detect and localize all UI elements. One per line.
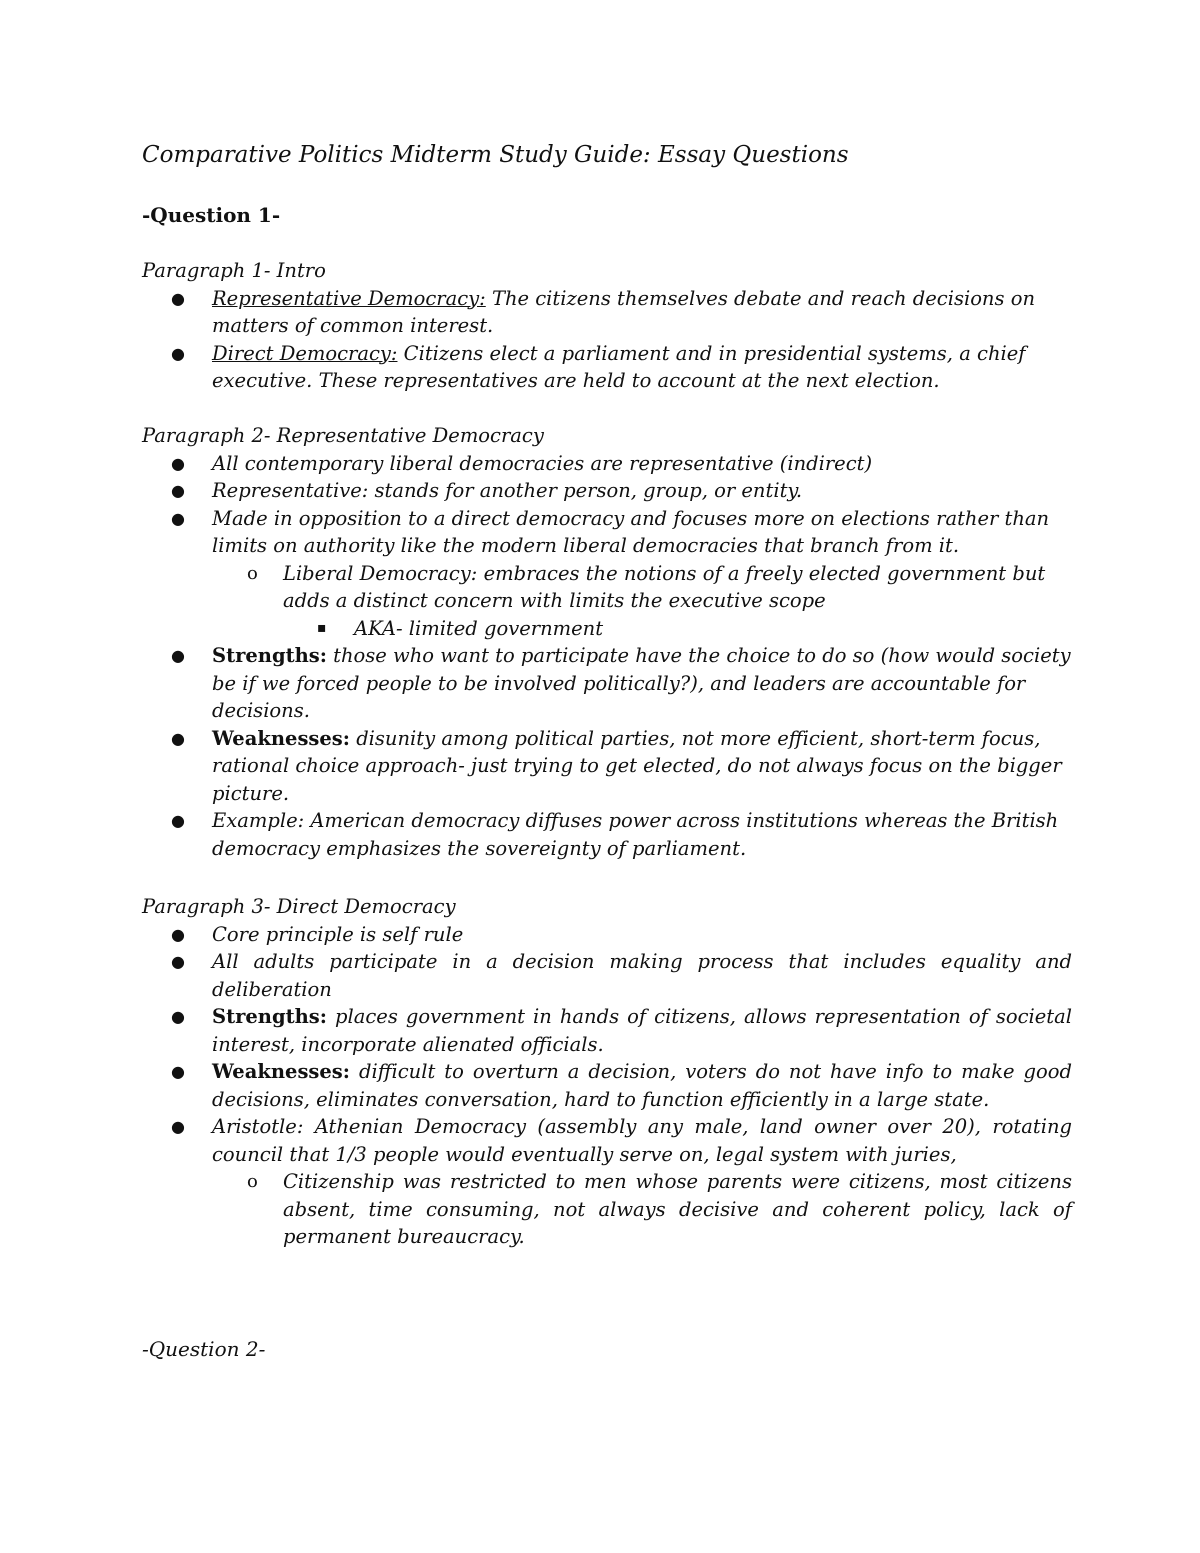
weaknesses-label: Weaknesses: <box>212 726 350 750</box>
item-text: Citizens elect a parliament and in presidential systems, a chief executive. These representatives are held to account at the next election. <box>212 341 1026 392</box>
term-label: Direct Democracy: <box>212 341 398 365</box>
weaknesses-label: Weaknesses: <box>212 1060 350 1083</box>
list-item <box>142 477 1072 505</box>
paragraph-2-section <box>142 422 1072 862</box>
list-item <box>142 505 1072 560</box>
list-item <box>142 807 1072 862</box>
bullet-icon: ● <box>171 288 185 308</box>
item-text: those who want to participate have the choice to do so (how would society be if we forced people to be involved politically?), and leaders are accountable for decisions. <box>212 644 1071 722</box>
question-1-heading: -Question 1- <box>142 203 281 227</box>
list-item <box>142 450 1072 478</box>
bullet-icon: ● <box>171 952 185 971</box>
bullet-icon: ● <box>171 1007 185 1026</box>
bullet-icon: ● <box>171 1062 185 1081</box>
item-text: Liberal Democracy: embraces the notions of a freely elected government but adds a distinct concern with limits the executive scope <box>283 561 1046 612</box>
item-text: AKA- limited government <box>354 616 604 640</box>
bullet-icon: ● <box>171 508 185 528</box>
list-item <box>142 725 1072 808</box>
item-text: Representative: stands for another person, group, or entity. <box>212 479 803 502</box>
item-text: Aristotle: Athenian Democracy (assembly any male, land owner over 20), rotating council that 1/3 people would eventually serve on, legal system with juries, <box>212 1115 1072 1166</box>
circle-bullet-icon: o <box>247 1171 258 1192</box>
item-text: Made in opposition to a direct democracy and focuses more on elections rather than limits on authority like the modern liberal democracies that branch from it. <box>212 506 1050 557</box>
item-text: Core principle is self rule <box>212 922 464 946</box>
strengths-label: Strengths: <box>212 644 327 667</box>
item-text: disunity among political parties, not more efficient, short-term focus, rational choice approach- just trying to get elected, do not always focus on the bigger picture. <box>212 726 1062 805</box>
strengths-label: Strengths: <box>212 1005 327 1028</box>
bullet-icon: ● <box>171 728 185 748</box>
list-item <box>142 1058 1072 1113</box>
sub-sub-list-item <box>142 615 1072 643</box>
list-item <box>142 1003 1072 1058</box>
bullet-list <box>142 285 1072 395</box>
question-2-heading: -Question 2- <box>142 1337 266 1361</box>
list-item <box>142 921 1072 949</box>
bullet-icon: ● <box>171 343 185 363</box>
item-text: Citizenship was restricted to men whose parents were citizens, most citizens absent, time consuming, not always decisive and coherent policy, lack of permanent bureaucracy. <box>283 1170 1072 1248</box>
paragraph-heading: Paragraph 3- Direct Democracy <box>142 895 456 918</box>
list-item <box>142 948 1072 1003</box>
paragraph-heading: Paragraph 1- Intro <box>142 259 326 282</box>
list-item <box>142 285 1072 340</box>
sub-list-item <box>142 560 1072 615</box>
item-text: All adults participate in a decision making process that includes equality and deliberation <box>212 950 1072 1001</box>
term-label: Representative Democracy: <box>212 286 486 310</box>
bullet-icon: ● <box>171 481 185 500</box>
list-item <box>142 642 1072 725</box>
bullet-list <box>142 921 1072 1251</box>
page-title: Comparative Politics Midterm Study Guide: Essay Questions <box>142 142 849 168</box>
circle-bullet-icon: o <box>247 562 258 584</box>
square-bullet-icon: ▪ <box>317 619 327 636</box>
sub-list-item <box>142 1168 1072 1251</box>
bullet-icon: ● <box>171 453 185 473</box>
item-text: places government in hands of citizens, allows representation of societal interest, incorporate alienated officials. <box>212 1005 1072 1056</box>
bullet-icon: ● <box>171 924 185 944</box>
list-item <box>142 340 1072 395</box>
bullet-icon: ● <box>171 646 185 665</box>
bullet-icon: ● <box>171 1117 185 1136</box>
item-text: difficult to overturn a decision, voters do not have info to make good decisions, eliminates conversation, hard to function efficiently in a large state. <box>212 1060 1072 1111</box>
bullet-list <box>142 450 1072 863</box>
item-text: Example: American democracy diffuses power across institutions whereas the British democracy emphasizes the sovereignty of parliament. <box>212 809 1059 860</box>
bullet-icon: ● <box>171 811 185 830</box>
item-text: All contemporary liberal democracies are representative (indirect) <box>212 451 873 475</box>
paragraph-3-section <box>142 893 1072 1251</box>
item-text: The citizens themselves debate and reach decisions on matters of common interest. <box>212 286 1035 337</box>
paragraph-1-section <box>142 257 1072 395</box>
list-item <box>142 1113 1072 1168</box>
paragraph-heading: Paragraph 2- Representative Democracy <box>142 424 544 447</box>
